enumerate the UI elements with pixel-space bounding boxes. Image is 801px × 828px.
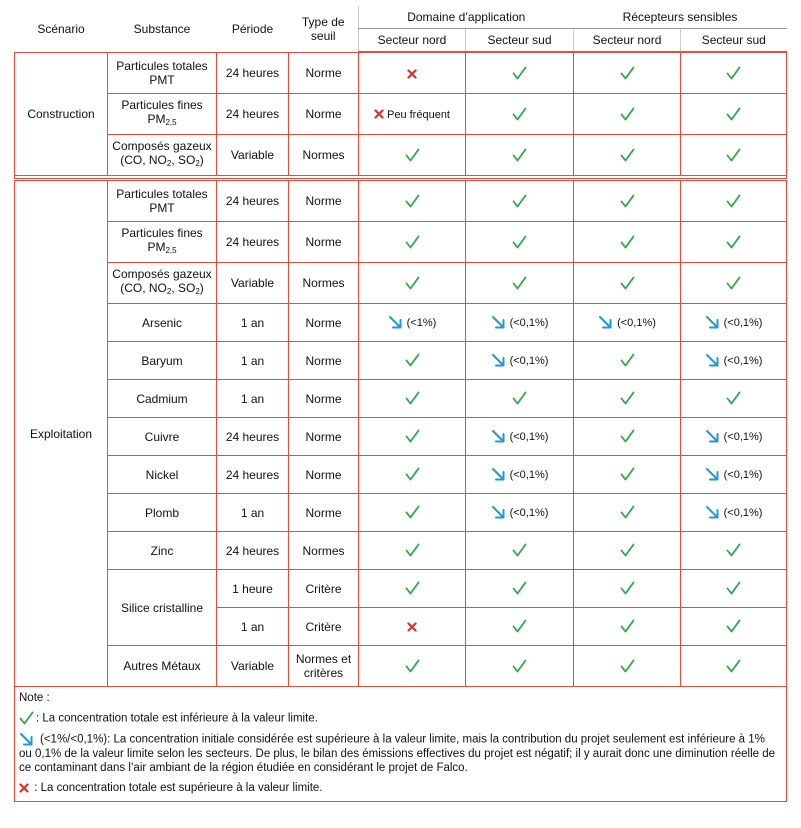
- arrow-down-right-icon: [491, 467, 506, 482]
- cross-icon: [407, 622, 417, 632]
- table-row: [15, 342, 787, 380]
- arrow-down-right-icon: [705, 429, 720, 444]
- check-icon: [620, 194, 635, 209]
- substance-cell: [108, 180, 217, 222]
- table-row: [15, 263, 787, 304]
- result-cell: [466, 263, 574, 304]
- check-icon: [620, 391, 635, 406]
- result-cell: [466, 180, 574, 222]
- result-cell: [574, 180, 681, 222]
- result-cell: [466, 570, 574, 608]
- period-cell: [217, 608, 289, 646]
- check-icon: [405, 148, 420, 163]
- substance-name: Nickel: [145, 467, 179, 482]
- substance-cell: [108, 135, 217, 176]
- arrow-down-right-icon: [491, 505, 506, 520]
- header-threshold-line1: Type de: [301, 14, 345, 29]
- result-cell: [359, 263, 466, 304]
- table-row: [15, 94, 787, 135]
- threshold-type-cell: [289, 608, 359, 646]
- period-cell: [217, 180, 289, 222]
- arrow-down-right-icon: [705, 315, 720, 330]
- result-cell: [574, 263, 681, 304]
- result-cell: [466, 532, 574, 570]
- substance-cell: [108, 456, 217, 494]
- period-value: 24 heures: [225, 429, 280, 444]
- substance-subscript: 2: [195, 159, 200, 168]
- check-icon: [620, 619, 635, 634]
- header-threshold-line2: seuil: [310, 28, 336, 43]
- header-scenario: Scénario: [37, 21, 85, 36]
- result-cell: [466, 94, 574, 135]
- period-cell: [217, 135, 289, 176]
- check-icon: [405, 429, 420, 444]
- threshold-type-value: Critère: [305, 581, 342, 596]
- threshold-type-value: Norme: [305, 65, 342, 80]
- period-value: Variable: [230, 276, 275, 290]
- result-cell: [681, 135, 787, 176]
- result-cell: [466, 342, 574, 380]
- check-icon: [405, 659, 420, 674]
- result-cell: [359, 418, 466, 456]
- result-cell: [574, 608, 681, 646]
- substance-cell: [108, 380, 217, 418]
- result-cell: [681, 608, 787, 646]
- arrow-down-right-icon: [491, 429, 506, 444]
- check-icon: [512, 148, 527, 163]
- result-cell: [574, 52, 681, 94]
- result-note: (<0,1%): [509, 468, 549, 481]
- substance-detail-tail: , SO: [171, 281, 196, 295]
- substance-name: Cadmium: [136, 391, 188, 406]
- check-icon: [405, 467, 420, 482]
- result-cell: [574, 380, 681, 418]
- result-cell: [359, 380, 466, 418]
- threshold-type-value: Normes: [302, 148, 345, 162]
- period-value: 1 heure: [232, 581, 273, 596]
- result-cell: [681, 418, 787, 456]
- notes-row: [15, 687, 787, 802]
- threshold-type-cell: [289, 304, 359, 342]
- result-cell: [359, 456, 466, 494]
- result-cell: [681, 180, 787, 222]
- table-row: [15, 304, 787, 342]
- substance-subscript: 2: [195, 287, 200, 296]
- result-cell: [466, 135, 574, 176]
- period-cell: [217, 52, 289, 94]
- check-icon: [620, 235, 635, 250]
- result-cell: [681, 263, 787, 304]
- result-cell: [681, 494, 787, 532]
- cross-icon: [407, 69, 417, 79]
- arrow-down-right-icon: [705, 505, 720, 520]
- period-cell: [217, 380, 289, 418]
- result-cell: [466, 380, 574, 418]
- result-cell: [681, 380, 787, 418]
- check-icon: [620, 353, 635, 368]
- threshold-type-cell: [289, 52, 359, 94]
- result-cell: [574, 494, 681, 532]
- result-cell: [681, 646, 787, 687]
- check-icon: [726, 391, 741, 406]
- header-receptors: Récepteurs sensibles: [574, 6, 787, 29]
- substance-name: Baryum: [141, 353, 183, 368]
- substance-name: Cuivre: [144, 429, 180, 444]
- result-cell: [466, 608, 574, 646]
- note-check: [19, 711, 780, 726]
- threshold-type-cell: [289, 532, 359, 570]
- result-note: (<0,1%): [617, 316, 656, 329]
- threshold-type-cell: [289, 570, 359, 608]
- check-icon: [405, 543, 420, 558]
- table-row: [15, 180, 787, 222]
- arrow-down-right-icon: [598, 315, 613, 330]
- period-value: 24 heures: [225, 194, 280, 208]
- check-icon: [726, 276, 741, 291]
- period-cell: [217, 494, 289, 532]
- result-cell: [359, 180, 466, 222]
- check-icon: [512, 235, 527, 250]
- period-value: 1 an: [240, 619, 265, 634]
- check-icon: [512, 581, 527, 596]
- result-cell: [574, 94, 681, 135]
- check-icon: [726, 659, 741, 674]
- notes-cell: [15, 687, 787, 802]
- header-substance: Substance: [133, 21, 191, 36]
- threshold-type-value: Norme: [305, 315, 342, 330]
- scenario-label: Exploitation: [29, 426, 93, 441]
- table-row: [15, 222, 787, 263]
- header-domain-south: Secteur sud: [466, 29, 574, 53]
- check-icon: [405, 391, 420, 406]
- check-icon: [726, 543, 741, 558]
- result-cell: [466, 456, 574, 494]
- table-row: [15, 418, 787, 456]
- substance-detail: PMT: [149, 72, 175, 87]
- period-cell: [217, 304, 289, 342]
- substance-name: Silice cristalline: [120, 600, 204, 615]
- check-icon: [512, 276, 527, 291]
- substance-name: Particules totales: [116, 58, 208, 73]
- result-cell: [681, 456, 787, 494]
- arrow-down-right-icon: [491, 353, 506, 368]
- check-icon: [726, 148, 741, 163]
- result-cell: [359, 646, 466, 687]
- scenario-cell: [15, 52, 108, 176]
- period-value: 1 an: [240, 505, 265, 520]
- check-icon: [620, 467, 635, 482]
- note-arrow: [19, 732, 780, 775]
- cross-icon: [374, 109, 384, 119]
- result-cell: [574, 222, 681, 263]
- result-cell: [681, 570, 787, 608]
- substance-detail: PMT: [149, 201, 175, 215]
- result-note: (<0,1%): [509, 430, 549, 443]
- result-cell: [359, 570, 466, 608]
- threshold-type-value: Normes et: [295, 652, 352, 666]
- table-row: [15, 646, 787, 687]
- result-note: (<0,1%): [509, 506, 549, 519]
- substance-subscript: 2,5: [165, 118, 177, 127]
- result-note: (<1%): [406, 316, 437, 329]
- check-icon: [19, 711, 34, 726]
- result-cell: [574, 135, 681, 176]
- threshold-type-cell: [289, 222, 359, 263]
- air-quality-table: [14, 6, 787, 802]
- check-icon: [512, 659, 527, 674]
- substance-detail-tail: , SO: [171, 153, 196, 167]
- substance-cell: [108, 570, 217, 646]
- result-cell: [466, 52, 574, 94]
- table-row: [15, 494, 787, 532]
- result-cell: [574, 342, 681, 380]
- substance-name: Particules fines: [121, 98, 203, 112]
- substance-detail: (CO, NO: [120, 153, 167, 167]
- result-note: (<0,1%): [723, 506, 763, 519]
- threshold-type-value: Norme: [305, 107, 342, 121]
- threshold-type-value-2: critères: [303, 666, 344, 680]
- note-check-text: : La concentration totale est inférieure à la valeur limite.: [36, 712, 318, 725]
- check-icon: [405, 235, 420, 250]
- substance-subscript: 2: [166, 159, 172, 168]
- threshold-type-cell: [289, 456, 359, 494]
- threshold-type-cell: [289, 646, 359, 687]
- check-icon: [726, 581, 741, 596]
- period-cell: [217, 418, 289, 456]
- table-row: [15, 380, 787, 418]
- substance-cell: [108, 646, 217, 687]
- period-value: 1 an: [240, 353, 265, 368]
- result-note: (<0,1%): [509, 316, 549, 329]
- note-cross: [19, 781, 780, 795]
- note-arrow-text: (<1%/<0,1%): La concentration initiale considérée est supérieure à la valeur limite, mais la contribution du projet seulement est inférieure à 1% ou 0,1% de la valeur limite selon les secteurs. De plus, le bilan des émissions effectives du projet est négatif; il y aurait donc une diminution réelle de ce contaminant dans l’air ambiant de la région étudiée en considérant le projet de Falco.: [19, 733, 776, 774]
- scenario-label: Construction: [27, 106, 95, 121]
- check-icon: [620, 276, 635, 291]
- result-cell: [359, 494, 466, 532]
- result-cell: [574, 532, 681, 570]
- result-cell: [466, 304, 574, 342]
- threshold-type-cell: [289, 418, 359, 456]
- result-note: (<0,1%): [723, 354, 763, 367]
- check-icon: [726, 619, 741, 634]
- table-row: [15, 456, 787, 494]
- result-cell: [681, 532, 787, 570]
- threshold-type-value: Norme: [305, 391, 342, 406]
- threshold-type-value: Norme: [305, 505, 342, 520]
- period-cell: [217, 646, 289, 687]
- header-domain-north: Secteur nord: [359, 29, 466, 53]
- threshold-type-value: Normes: [302, 276, 345, 290]
- period-value: 24 heures: [225, 65, 280, 80]
- check-icon: [620, 581, 635, 596]
- period-cell: [217, 342, 289, 380]
- threshold-type-value: Norme: [305, 429, 342, 444]
- check-icon: [620, 543, 635, 558]
- substance-detail-end: ): [199, 281, 204, 295]
- header-domain: Domaine d’application: [359, 6, 574, 29]
- period-cell: [217, 263, 289, 304]
- period-cell: [217, 222, 289, 263]
- check-icon: [620, 429, 635, 444]
- substance-detail: PM: [147, 240, 166, 254]
- period-value: 24 heures: [225, 467, 280, 482]
- result-cell: [681, 342, 787, 380]
- check-icon: [512, 543, 527, 558]
- check-icon: [405, 194, 420, 209]
- result-cell: [359, 304, 466, 342]
- substance-name: Composés gazeux: [112, 139, 212, 153]
- period-value: Variable: [230, 659, 275, 673]
- check-icon: [405, 505, 420, 520]
- threshold-type-value: Normes: [302, 543, 345, 558]
- period-value: Variable: [230, 148, 275, 162]
- substance-cell: [108, 532, 217, 570]
- result-cell: [574, 570, 681, 608]
- substance-cell: [108, 94, 217, 135]
- period-value: 1 an: [240, 315, 265, 330]
- result-cell: [466, 494, 574, 532]
- notes-title: Note :: [19, 692, 50, 704]
- table-body: [15, 52, 787, 802]
- period-value: 24 heures: [225, 235, 280, 249]
- substance-name: Arsenic: [141, 315, 182, 330]
- result-cell: [574, 304, 681, 342]
- result-cell: [466, 418, 574, 456]
- header-threshold-type: [289, 6, 359, 52]
- substance-subscript: 2,5: [165, 246, 177, 255]
- result-cell: [681, 222, 787, 263]
- threshold-type-value: Norme: [305, 235, 342, 249]
- substance-name: Composés gazeux: [112, 267, 212, 281]
- substance-detail: (CO, NO: [120, 281, 167, 295]
- substance-cell: [108, 222, 217, 263]
- substance-detail-end: ): [199, 153, 204, 167]
- check-icon: [512, 194, 527, 209]
- result-cell: [574, 418, 681, 456]
- scenario-cell: [15, 180, 108, 687]
- period-cell: [217, 532, 289, 570]
- table-row: [15, 532, 787, 570]
- result-note: (<0,1%): [509, 354, 549, 367]
- note-cross-text: : La concentration totale est supérieure à la valeur limite.: [34, 782, 323, 795]
- check-icon: [620, 505, 635, 520]
- substance-name: Zinc: [150, 543, 174, 558]
- period-cell: [217, 94, 289, 135]
- substance-subscript: 2: [166, 287, 172, 296]
- check-icon: [405, 353, 420, 368]
- table-row: [15, 52, 787, 94]
- cross-icon: [19, 783, 29, 793]
- check-icon: [620, 148, 635, 163]
- result-cell: [359, 532, 466, 570]
- period-cell: [217, 570, 289, 608]
- period-cell: [217, 456, 289, 494]
- check-icon: [620, 659, 635, 674]
- substance-cell: [108, 52, 217, 94]
- result-cell: [681, 304, 787, 342]
- check-icon: [512, 619, 527, 634]
- result-cell: [574, 646, 681, 687]
- threshold-type-value: Norme: [305, 353, 342, 368]
- check-icon: [620, 66, 635, 81]
- arrow-down-right-icon: [388, 315, 403, 330]
- result-cell: [359, 608, 466, 646]
- result-note: (<0,1%): [723, 316, 763, 329]
- substance-cell: [108, 263, 217, 304]
- result-cell: [359, 52, 466, 94]
- substance-name: Autres Métaux: [123, 659, 201, 673]
- table-row: [15, 570, 787, 608]
- check-icon: [726, 107, 741, 122]
- substance-name: Plomb: [144, 505, 179, 520]
- check-icon: [512, 66, 527, 81]
- period-value: 24 heures: [225, 107, 280, 121]
- threshold-type-cell: [289, 135, 359, 176]
- result-cell: [359, 135, 466, 176]
- result-cell: [681, 94, 787, 135]
- threshold-type-value: Critère: [305, 619, 342, 634]
- substance-detail: PM: [147, 112, 166, 126]
- substance-cell: [108, 342, 217, 380]
- threshold-type-cell: [289, 342, 359, 380]
- result-note: (<0,1%): [723, 468, 763, 481]
- arrow-down-right-icon: [491, 315, 506, 330]
- arrow-down-right-icon: [705, 353, 720, 368]
- check-icon: [620, 107, 635, 122]
- result-cell: [359, 222, 466, 263]
- header-receptors-north: Secteur nord: [574, 29, 681, 53]
- threshold-type-cell: [289, 94, 359, 135]
- threshold-type-cell: [289, 494, 359, 532]
- threshold-type-cell: [289, 380, 359, 418]
- result-cell: [359, 94, 466, 135]
- threshold-type-value: Norme: [305, 467, 342, 482]
- check-icon: [405, 276, 420, 291]
- result-cell: [574, 456, 681, 494]
- substance-name: Particules totales: [116, 187, 208, 201]
- period-value: 24 heures: [225, 543, 280, 558]
- result-cell: [681, 52, 787, 94]
- check-icon: [512, 391, 527, 406]
- result-note: (<0,1%): [723, 430, 763, 443]
- header-period: Période: [231, 21, 274, 36]
- check-icon: [405, 581, 420, 596]
- threshold-type-cell: [289, 263, 359, 304]
- header-receptors-south: Secteur sud: [681, 29, 787, 53]
- check-icon: [726, 66, 741, 81]
- result-note: Peu fréquent: [387, 108, 450, 121]
- arrow-down-right-icon: [19, 732, 34, 747]
- result-cell: [466, 646, 574, 687]
- threshold-type-cell: [289, 180, 359, 222]
- table-row: [15, 135, 787, 176]
- threshold-type-value: Norme: [305, 194, 342, 208]
- substance-cell: [108, 304, 217, 342]
- check-icon: [726, 235, 741, 250]
- substance-cell: [108, 494, 217, 532]
- result-cell: [466, 222, 574, 263]
- substance-cell: [108, 418, 217, 456]
- check-icon: [726, 194, 741, 209]
- arrow-down-right-icon: [705, 467, 720, 482]
- check-icon: [512, 107, 527, 122]
- substance-name: Particules fines: [121, 226, 203, 240]
- period-value: 1 an: [240, 391, 265, 406]
- result-cell: [359, 342, 466, 380]
